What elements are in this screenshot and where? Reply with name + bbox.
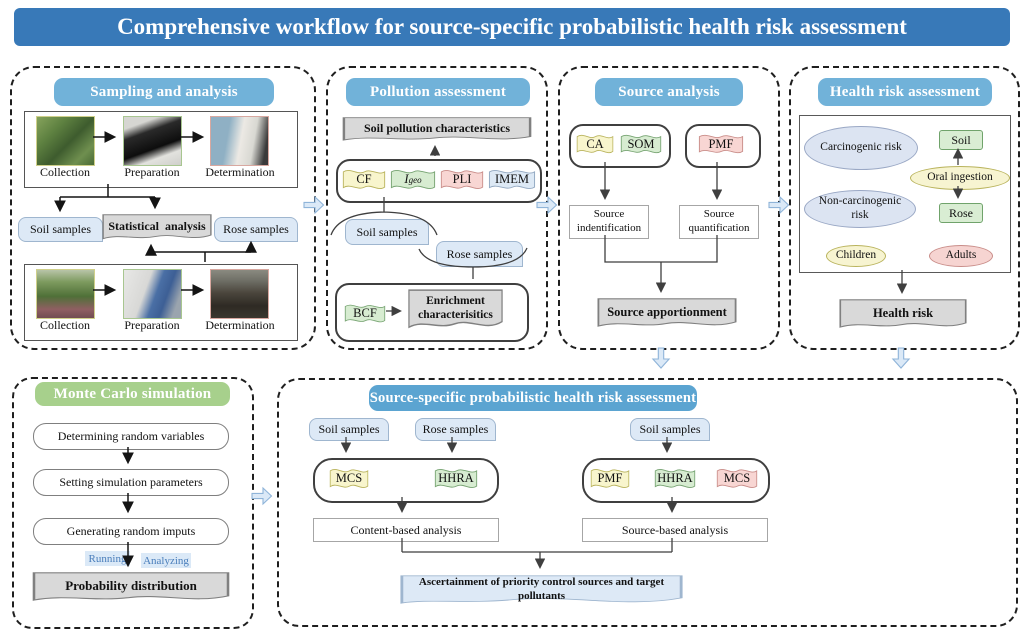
pmf-bottom-flag (590, 465, 630, 492)
hhra-left-label: HHRA (438, 471, 474, 485)
rose-determination-label: Determination (205, 318, 275, 332)
pmf-bottom-label: PMF (597, 471, 623, 485)
rose-collection-photo (36, 269, 95, 319)
content-based-analysis-box: Content-based analysis (313, 518, 499, 542)
mcs-right-flag (716, 465, 758, 492)
diagram-title: Comprehensive workflow for source-specific probabilistic health risk assessment (14, 8, 1010, 46)
non-carcinogenic-risk-ellipse: Non-carcinogenic risk (804, 190, 916, 228)
imem-flag (488, 166, 536, 193)
probability-distribution-label: Probability distribution (65, 578, 197, 594)
soil-collection-photo (36, 116, 95, 166)
pli-flag (440, 166, 484, 193)
bottom-soil-samples-right-card: Soil samples (630, 418, 710, 441)
soil-determination-label: Determination (205, 165, 275, 179)
ascertainment-banner (399, 575, 684, 609)
rose-node: Rose (939, 203, 983, 223)
bottom-soil-samples-left-card: Soil samples (309, 418, 389, 441)
pollution-header: Pollution assessment (346, 78, 530, 106)
running-chip: Running (85, 551, 130, 566)
panel-monte-carlo (12, 377, 254, 629)
bcf-flag (344, 301, 386, 326)
sampling-soil-samples-card: Soil samples (18, 217, 103, 242)
flow-arrow-source-down (653, 348, 669, 368)
pmf-label: PMF (708, 136, 734, 151)
flow-arrow-health-down (893, 348, 909, 368)
mc-step-generating: Generating random imputs (33, 518, 229, 545)
soil-sampling-photo-box (24, 111, 298, 188)
source-apportionment-label: Source apportionment (607, 304, 727, 319)
cf-flag (342, 166, 386, 193)
igeo-flag (390, 166, 436, 193)
source-identification-box: Source indentification (569, 205, 649, 239)
mcs-right-label: MCS (723, 471, 751, 485)
bottom-rose-samples-card: Rose samples (415, 418, 496, 441)
ascertainment-label: Ascertainment of priority control sources and target pollutants (418, 576, 665, 602)
mcs-left-flag (329, 465, 369, 492)
pollution-soil-samples-card: Soil samples (345, 219, 429, 245)
source-apportionment-banner (597, 298, 737, 331)
pli-label: PLI (452, 172, 472, 186)
oral-ingestion-ellipse: Oral ingestion (910, 166, 1010, 190)
som-label: SOM (627, 136, 655, 151)
rose-preparation-photo (123, 269, 182, 319)
pmf-flag (698, 131, 744, 157)
enrichment-characteristics-label: Enrichment characterisitics (418, 295, 493, 321)
pollution-rose-samples-card: Rose samples (436, 241, 523, 267)
rose-collection-label: Collection (40, 318, 90, 332)
soil-pollution-characteristics-label: Soil pollution characteristics (364, 120, 510, 135)
panel-sampling-analysis (10, 66, 316, 350)
source-specific-header: Source-specific probabilistic health risk assessment (369, 385, 697, 411)
mc-step-determining: Determining random variables (33, 423, 229, 450)
ca-label: CA (586, 136, 604, 151)
statistical-analysis-banner (102, 214, 212, 243)
hhra-right-flag (654, 465, 696, 492)
soil-pollution-characteristics-banner (342, 117, 532, 144)
mc-step-setting: Setting simulation parameters (33, 469, 229, 496)
panel-source-specific-assessment (277, 378, 1018, 627)
rose-sampling-photo-box (24, 264, 298, 341)
analyzing-chip: Analyzing (141, 553, 191, 568)
soil-collection-label: Collection (40, 165, 90, 179)
som-flag (620, 131, 662, 157)
hhra-left-flag (434, 465, 478, 492)
mcs-left-label: MCS (335, 471, 363, 485)
health-header: Health risk assessment (818, 78, 992, 106)
adults-ellipse: Adults (929, 245, 993, 267)
soil-determination-photo (210, 116, 269, 166)
imem-label: IMEM (494, 172, 530, 186)
soil-preparation-photo (123, 116, 182, 166)
soil-node: Soil (939, 130, 983, 150)
rose-determination-photo (210, 269, 269, 319)
soil-preparation-label: Preparation (124, 165, 180, 179)
sampling-rose-samples-card: Rose samples (214, 217, 298, 242)
source-quantification-box: Source quantification (679, 205, 759, 239)
hhra-right-label: HHRA (657, 471, 693, 485)
source-based-analysis-box: Source-based analysis (582, 518, 768, 542)
panel-source-analysis (558, 66, 780, 350)
panel-health-risk-assessment (789, 66, 1020, 350)
rose-preparation-label: Preparation (124, 318, 180, 332)
flow-arrow-mc-to-bottom (252, 488, 272, 504)
panel-pollution-assessment (326, 66, 548, 350)
monte-carlo-header: Monte Carlo simulation (35, 382, 230, 406)
probability-distribution-banner (32, 572, 230, 605)
source-header: Source analysis (595, 78, 743, 106)
ca-flag (576, 131, 614, 157)
carcinogenic-risk-ellipse: Carcinogenic risk (804, 126, 918, 170)
children-ellipse: Children (826, 245, 886, 267)
sampling-header: Sampling and analysis (54, 78, 274, 106)
cf-label: CF (356, 172, 372, 186)
igeo-label: I geo (404, 172, 422, 186)
statistical-analysis-label: Statistical analysis (108, 218, 206, 233)
health-risk-label: Health risk (872, 305, 934, 320)
bcf-label: BCF (353, 306, 377, 320)
enrichment-characteristics-banner (408, 289, 503, 334)
health-risk-banner (839, 299, 967, 332)
